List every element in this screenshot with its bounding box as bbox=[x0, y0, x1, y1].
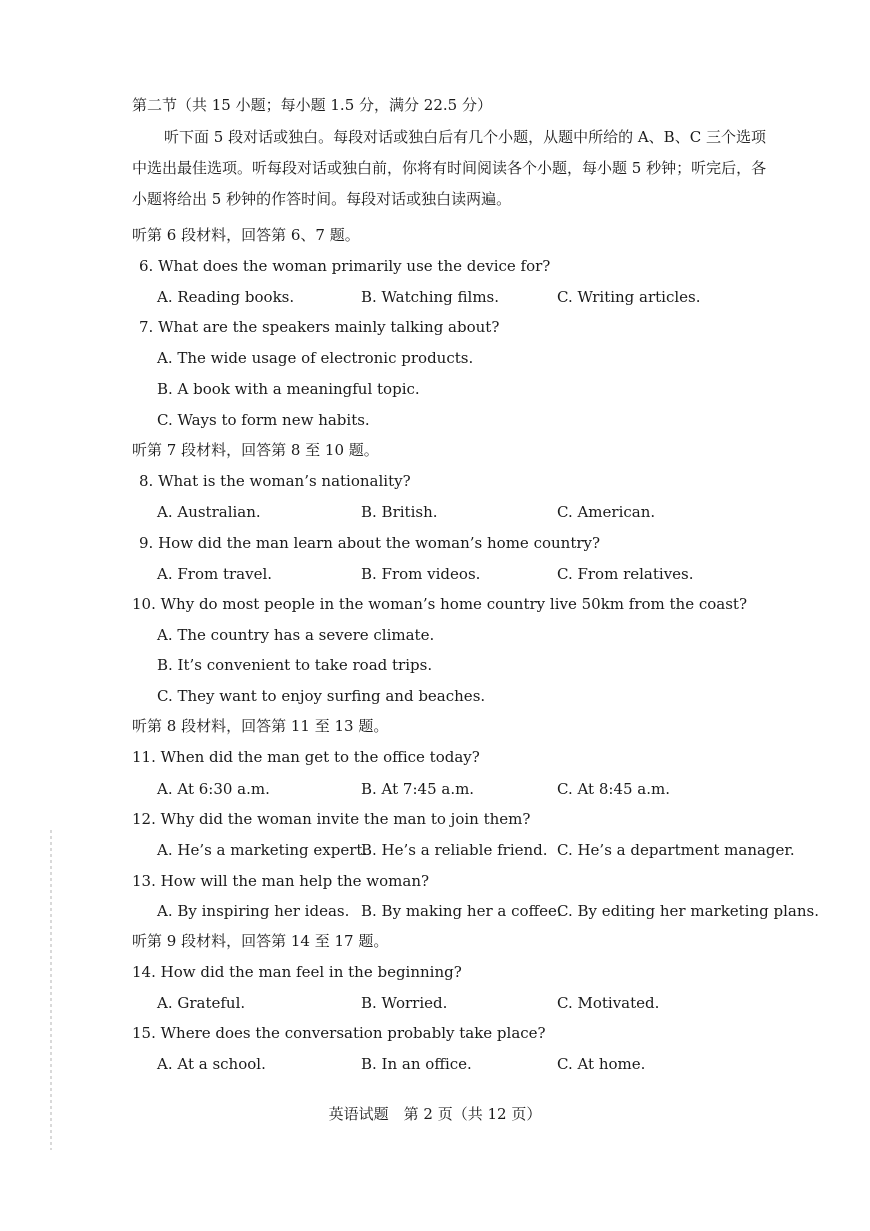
q7-option-b[interactable]: B. A book with a meaningful topic. bbox=[157, 380, 420, 398]
q13-option-a[interactable]: A. By inspiring her ideas. bbox=[157, 902, 350, 920]
q14-option-b[interactable]: B. Worried. bbox=[361, 994, 448, 1012]
q9-option-a[interactable]: A. From travel. bbox=[157, 565, 273, 583]
q11-option-c[interactable]: C. At 8:45 a.m. bbox=[557, 780, 670, 798]
question-12: 12. Why did the woman invite the man to join them? bbox=[132, 810, 531, 828]
q8-option-b[interactable]: B. British. bbox=[361, 503, 438, 521]
q11-option-a[interactable]: A. At 6:30 a.m. bbox=[157, 780, 270, 798]
q6-option-a[interactable]: A. Reading books. bbox=[157, 288, 295, 306]
question-6: 6. What does the woman primarily use the device for? bbox=[139, 257, 551, 275]
question-11: 11. When did the man get to the office today? bbox=[132, 748, 480, 766]
q10-option-b[interactable]: B. It’s convenient to take road trips. bbox=[157, 656, 433, 674]
q6-option-b[interactable]: B. Watching films. bbox=[361, 288, 500, 306]
q7-option-c[interactable]: C. Ways to form new habits. bbox=[157, 411, 370, 429]
q9-option-c[interactable]: C. From relatives. bbox=[557, 565, 694, 583]
question-9: 9. How did the man learn about the woman’s home country? bbox=[139, 534, 601, 552]
q8-option-a[interactable]: A. Australian. bbox=[157, 503, 261, 521]
group-heading-8: 听第 8 段材料，回答第 11 至 13 题。 bbox=[132, 717, 389, 735]
q14-option-a[interactable]: A. Grateful. bbox=[157, 994, 246, 1012]
question-13: 13. How will the man help the woman? bbox=[132, 872, 430, 890]
question-10: 10. Why do most people in the woman’s home country live 50km from the coast? bbox=[132, 595, 747, 613]
q15-option-b[interactable]: B. In an office. bbox=[361, 1055, 472, 1073]
q13-option-c[interactable]: C. By editing her marketing plans. bbox=[557, 902, 819, 920]
page-footer: 英语试题 第 2 页（共 12 页） bbox=[328, 1105, 542, 1123]
q10-option-c[interactable]: C. They want to enjoy surfing and beaches. bbox=[157, 687, 486, 705]
question-7: 7. What are the speakers mainly talking about? bbox=[139, 318, 500, 336]
q12-option-b[interactable]: B. He’s a reliable friend. bbox=[361, 841, 548, 859]
q11-option-b[interactable]: B. At 7:45 a.m. bbox=[361, 780, 475, 798]
q13-option-b[interactable]: B. By making her a coffee. bbox=[361, 902, 562, 920]
q9-option-b[interactable]: B. From videos. bbox=[361, 565, 481, 583]
question-8: 8. What is the woman’s nationality? bbox=[139, 472, 411, 490]
question-14: 14. How did the man feel in the beginning? bbox=[132, 963, 462, 981]
instruction-line-1: 听下面 5 段对话或独白。每段对话或独白后有几个小题，从题中所给的 A、B、C 三个选项 bbox=[164, 128, 766, 146]
q8-option-c[interactable]: C. American. bbox=[557, 503, 656, 521]
q12-option-a[interactable]: A. He’s a marketing expert. bbox=[157, 841, 368, 859]
group-heading-7: 听第 7 段材料，回答第 8 至 10 题。 bbox=[132, 441, 379, 459]
q14-option-c[interactable]: C. Motivated. bbox=[557, 994, 660, 1012]
q15-option-a[interactable]: A. At a school. bbox=[157, 1055, 266, 1073]
q12-option-c[interactable]: C. He’s a department manager. bbox=[557, 841, 795, 859]
q6-option-c[interactable]: C. Writing articles. bbox=[557, 288, 701, 306]
scan-margin-mark bbox=[50, 830, 52, 1150]
q7-option-a[interactable]: A. The wide usage of electronic products. bbox=[157, 349, 474, 367]
question-15: 15. Where does the conversation probably take place? bbox=[132, 1024, 546, 1042]
instruction-line-2: 中选出最佳选项。听每段对话或独白前，你将有时间阅读各个小题，每小题 5 秒钟；听完后，各 bbox=[132, 159, 767, 177]
q15-option-c[interactable]: C. At home. bbox=[557, 1055, 646, 1073]
section-title: 第二节（共 15 小题；每小题 1.5 分，满分 22.5 分） bbox=[132, 96, 492, 114]
q10-option-a[interactable]: A. The country has a severe climate. bbox=[157, 626, 435, 644]
instruction-line-3: 小题将给出 5 秒钟的作答时间。每段对话或独白读两遍。 bbox=[132, 190, 512, 208]
group-heading-9: 听第 9 段材料，回答第 14 至 17 题。 bbox=[132, 932, 389, 950]
group-heading-6: 听第 6 段材料，回答第 6、7 题。 bbox=[132, 226, 360, 244]
